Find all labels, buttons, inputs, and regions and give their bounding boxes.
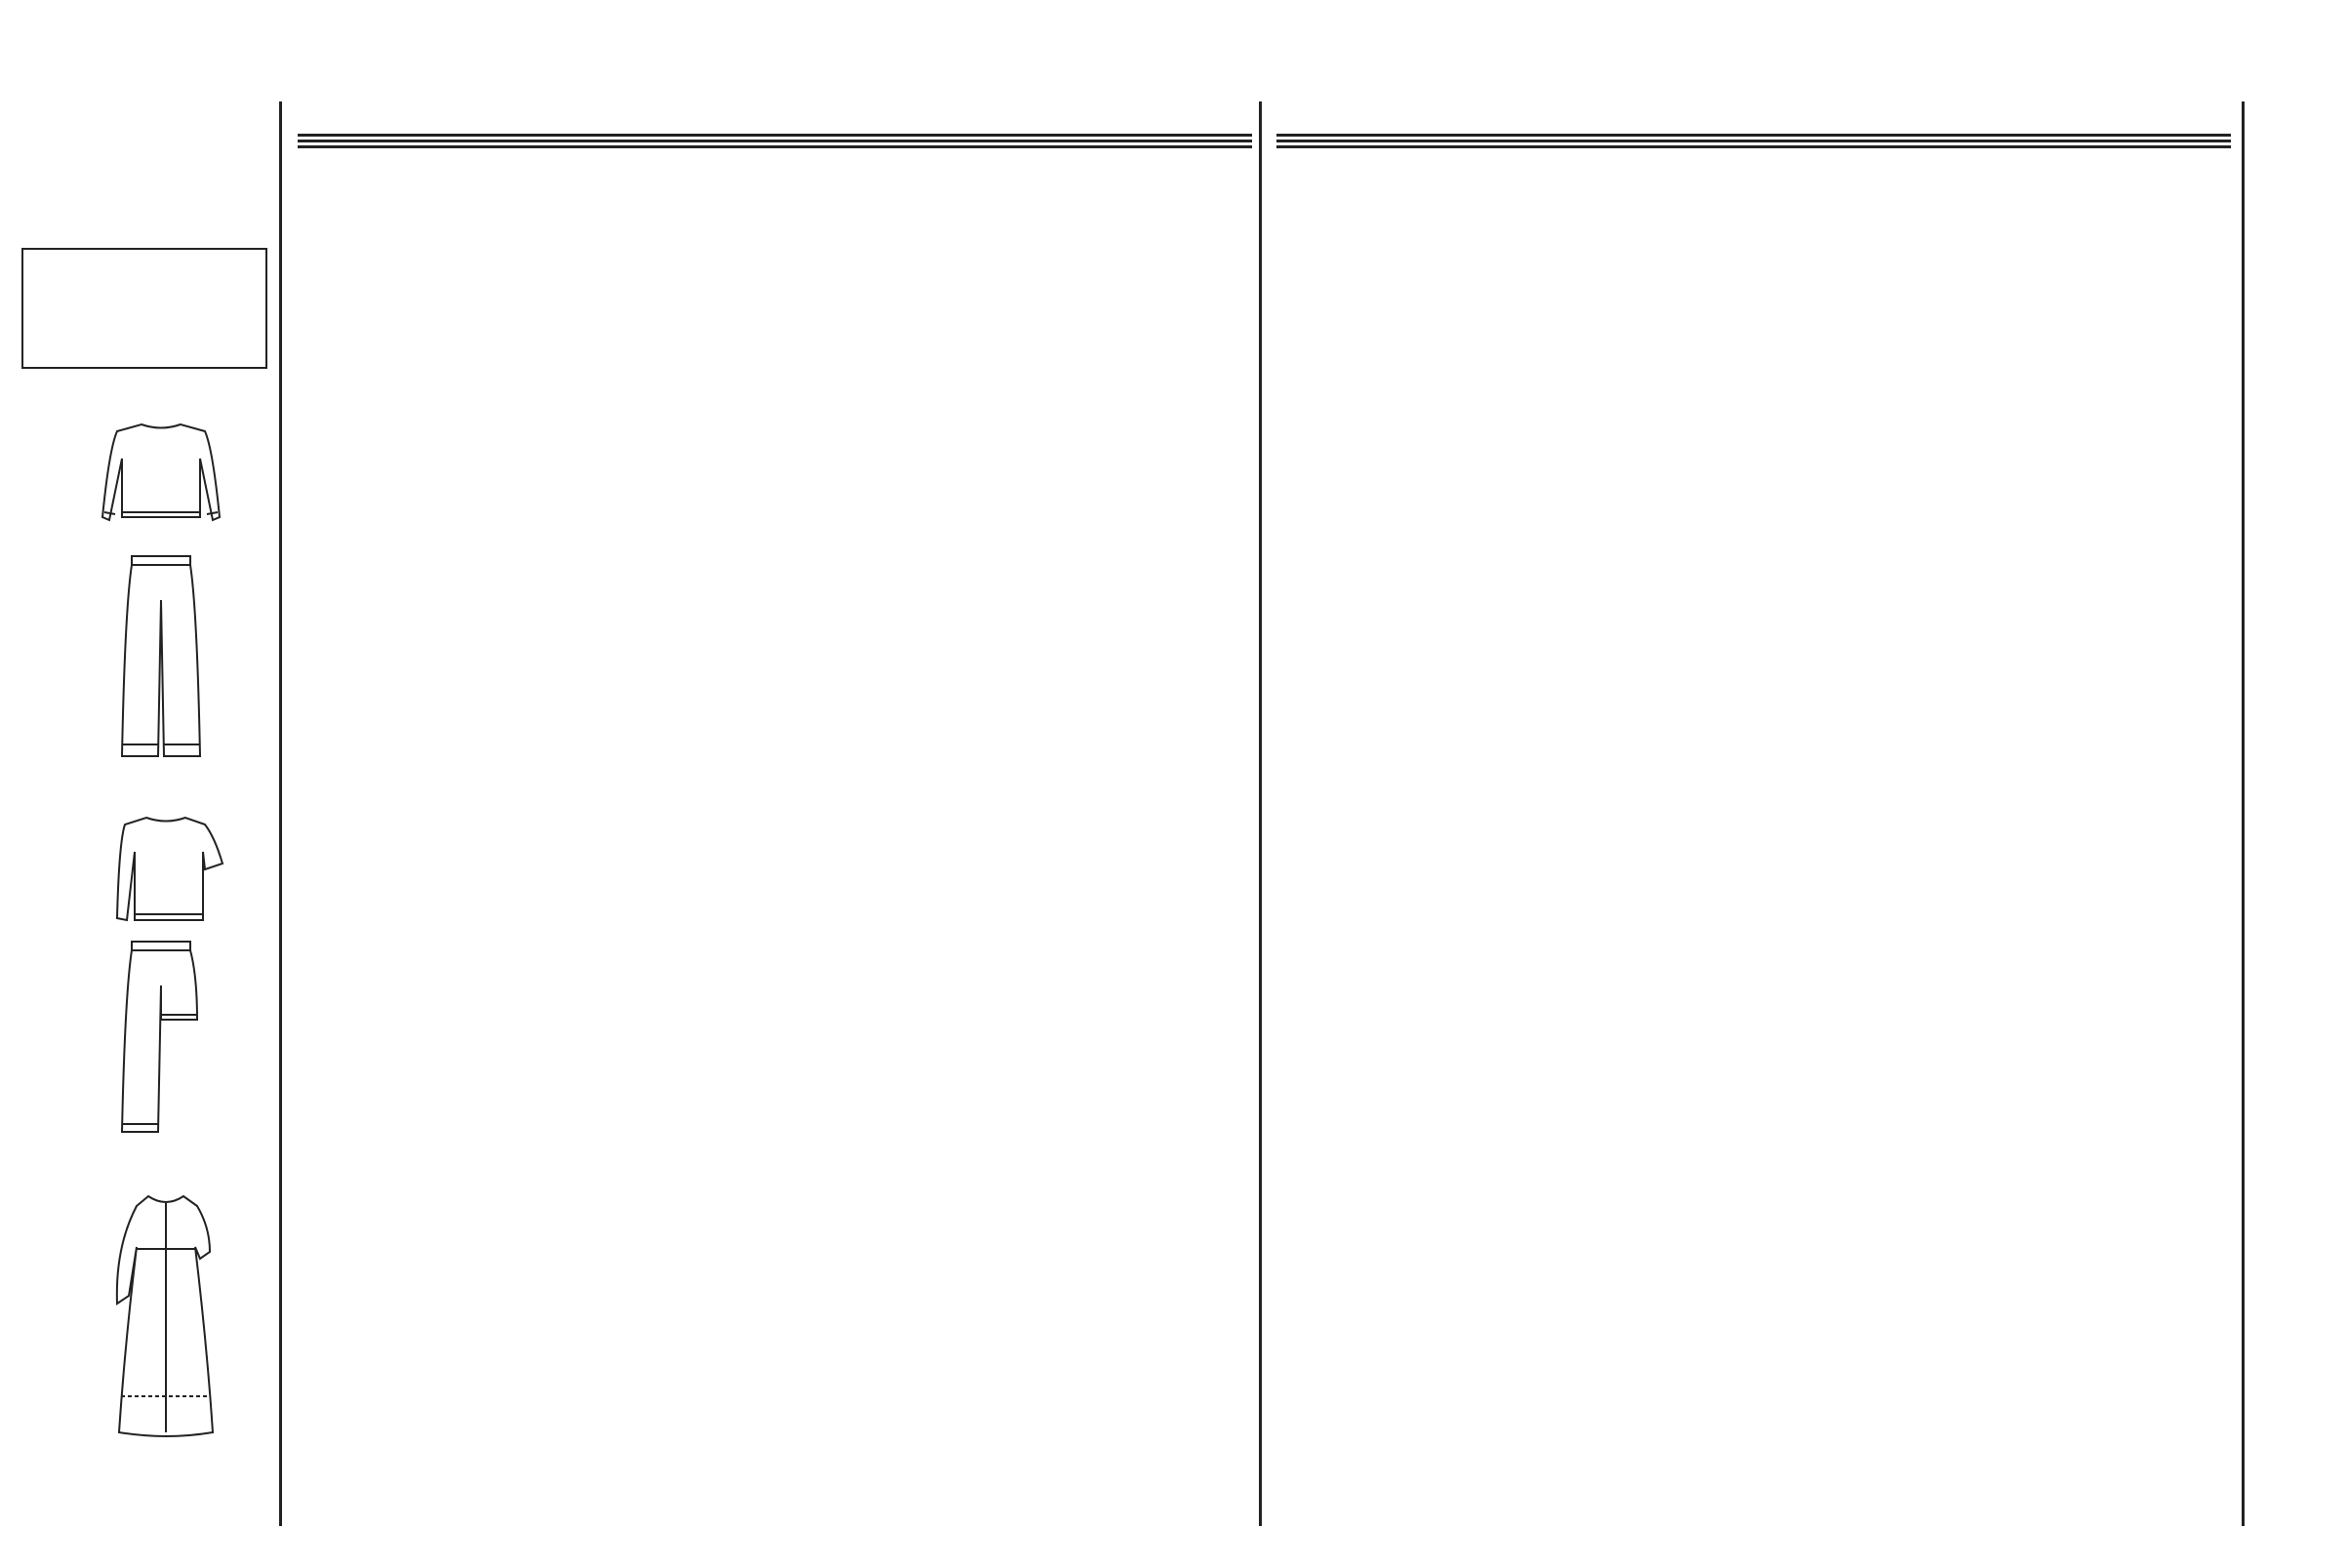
shirt-view-a-b-icon	[98, 813, 234, 925]
column-divider	[1259, 101, 1262, 1526]
section-heading	[298, 150, 1252, 184]
gown-view-c-d-icon	[98, 1188, 234, 1442]
long-sleeve-shirt-view-a-icon	[88, 420, 234, 532]
divider	[1276, 140, 2231, 142]
pants-view-a-icon	[117, 551, 205, 761]
french-section	[1276, 98, 2231, 150]
divider	[298, 140, 1252, 142]
english-tables	[298, 150, 1252, 184]
column-divider	[279, 101, 282, 1526]
column-divider	[2242, 101, 2245, 1526]
divider	[1276, 145, 2231, 148]
spanish-instructions-note	[21, 248, 267, 369]
english-section	[298, 98, 1252, 184]
pants-shorts-view-a-b-icon	[117, 937, 205, 1137]
divider	[298, 134, 1252, 137]
divider	[298, 145, 1252, 148]
divider	[1276, 134, 2231, 137]
